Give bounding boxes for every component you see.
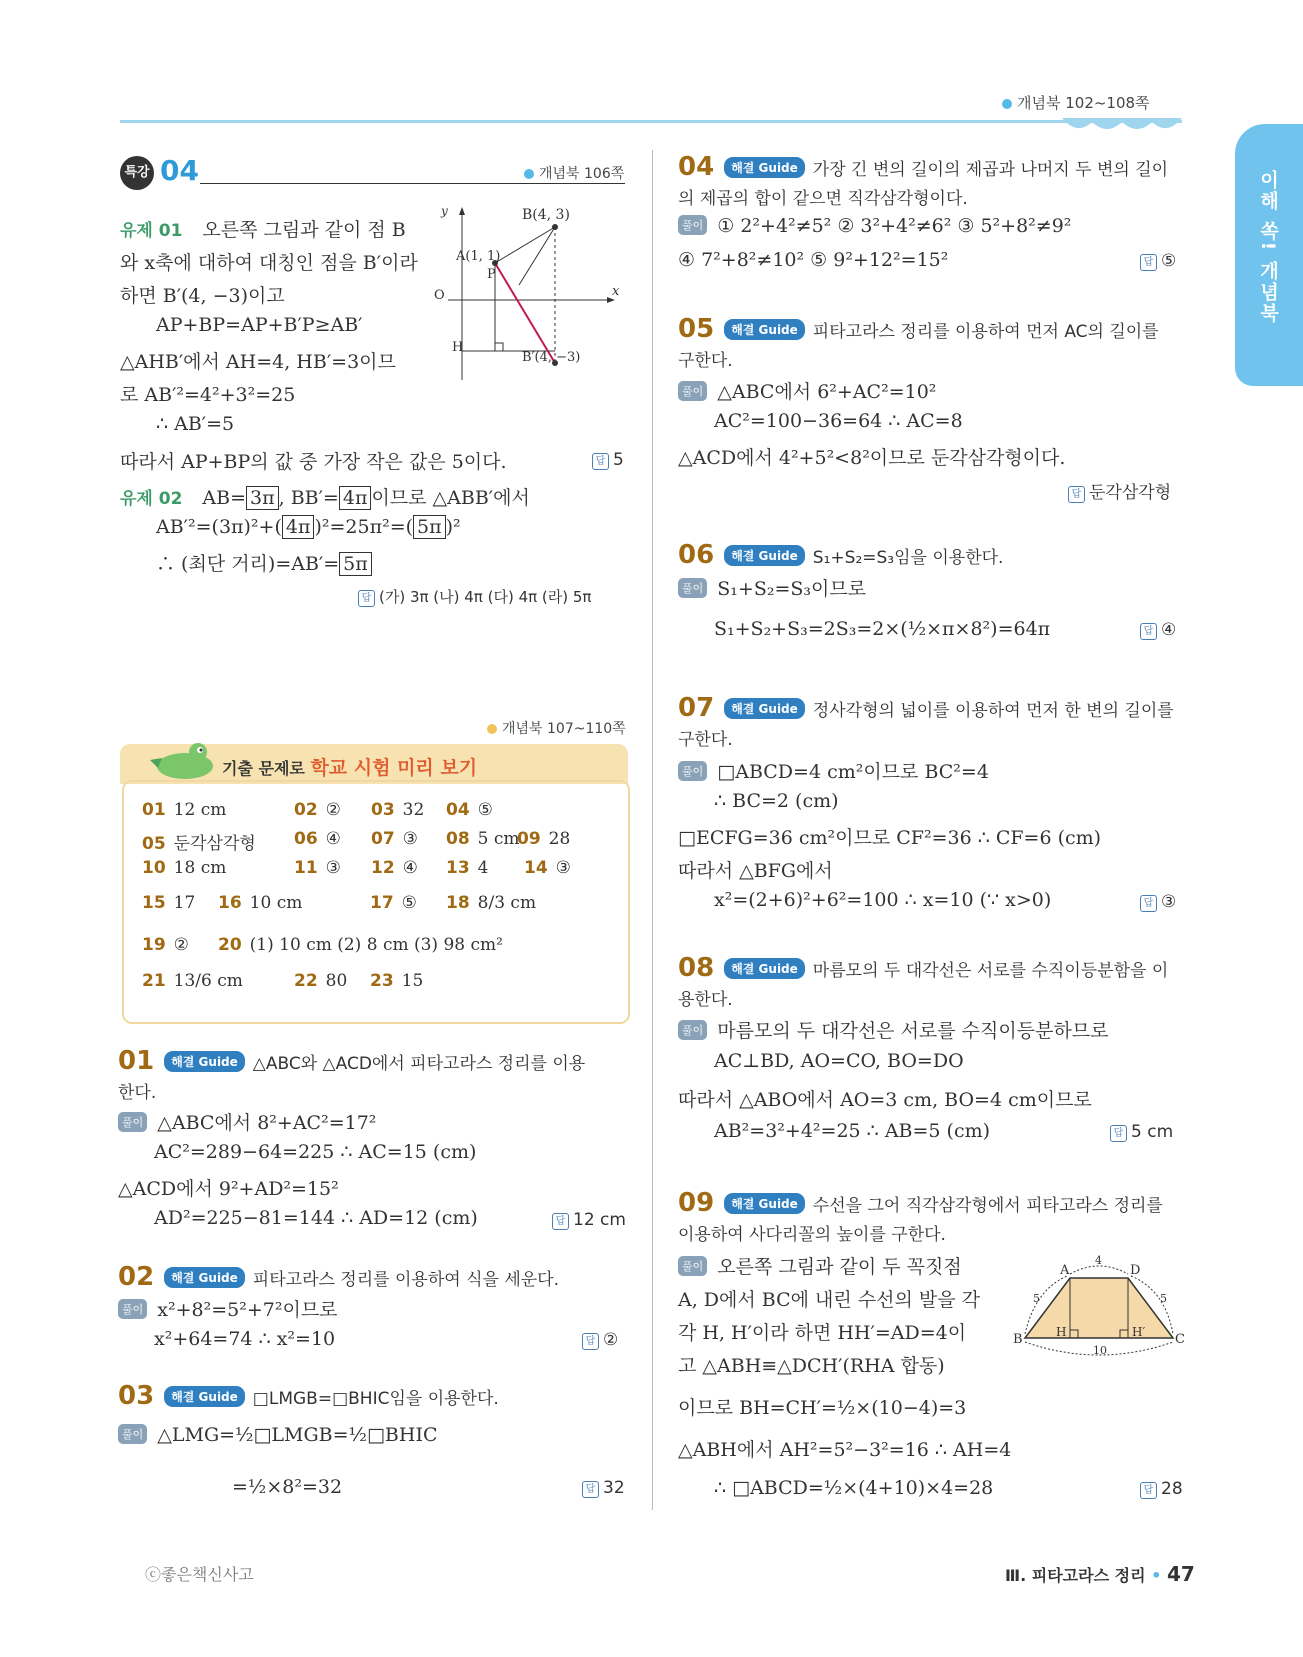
rq05-line1: 풀이 △ABC에서 6²+AC²=10² xyxy=(678,377,936,404)
rq08-line2: AC⊥BD, AO=CO, BO=DO xyxy=(714,1050,964,1072)
rq09-line2: A, D에서 BC에 내린 수선의 발을 각 xyxy=(678,1289,980,1311)
rq08-head: 08 해결 Guide 마름모의 두 대각선은 서로를 수직이등분함을 이 xyxy=(678,953,1169,983)
header-rule xyxy=(120,120,1182,123)
rq05-guide2: 구한다. xyxy=(678,351,733,371)
lq02-line2: x²+64=74 ∴ x²=10 xyxy=(154,1328,336,1350)
rq05-line3: △ACD에서 4²+5²<8²이므로 둔각삼각형이다. xyxy=(678,447,1066,469)
footer-chapter: Ⅲ. 피타고라스 정리 • 47 xyxy=(1005,1562,1195,1586)
q01-line7: ∴ AB′=5 xyxy=(156,413,235,435)
lq02-head: 02 해결 Guide 피타고라스 정리를 이용하여 식을 세운다. xyxy=(118,1262,559,1292)
lq01-head: 01 해결 Guide △ABC와 △ACD에서 피타고라스 정리를 이용 xyxy=(118,1046,586,1076)
trap-Hp: H′ xyxy=(1132,1325,1146,1339)
trap-C: C xyxy=(1175,1332,1185,1347)
summary-answer-21: 21 13/6 cm xyxy=(142,971,243,991)
q02-line2: AB′²=(3π)²+( 4π )²=25π²=( 5π )² xyxy=(156,516,461,538)
summary-answer-16: 16 10 cm xyxy=(218,893,303,913)
trap-B: B xyxy=(1013,1332,1023,1347)
lq03-line2: =½×8²=32 xyxy=(232,1476,343,1498)
trap-H: H xyxy=(1056,1325,1067,1339)
q01-line1: 오른쪽 그림과 같이 점 B xyxy=(202,219,406,241)
rq09-answer: 답 28 xyxy=(1140,1479,1183,1499)
summary-answer-03: 03 32 xyxy=(371,800,425,820)
summary-answer-14: 14 ③ xyxy=(524,858,571,878)
rq07-line1: 풀이 □ABCD=4 cm²이므로 BC²=4 xyxy=(678,757,989,784)
q02-line1: 유제 02 AB= 3π , BB′= 4π 이므로 △ABB′에서 xyxy=(120,487,530,509)
fig-O-label: O xyxy=(434,288,445,303)
summary-answer-11: 11 ③ xyxy=(294,858,341,878)
rq08-answer: 답 5 cm xyxy=(1110,1122,1173,1142)
trap-A: A xyxy=(1060,1263,1070,1278)
summary-answer-08: 08 5 cm xyxy=(446,829,520,849)
special-badge: 특강 xyxy=(120,156,154,190)
lq01-line2: AC²=289−64=225 ∴ AC=15 (cm) xyxy=(154,1141,477,1163)
summary-answer-20: 20 (1) 10 cm (2) 8 cm (3) 98 cm² xyxy=(218,935,503,955)
summary-answer-06: 06 ④ xyxy=(294,829,341,849)
lq01-guide2: 한다. xyxy=(118,1083,157,1103)
summary-answer-09: 09 28 xyxy=(517,829,571,849)
summary-answer-05: 05 둔각삼각형 xyxy=(142,834,256,854)
rq04-line2: ④ 7²+8²≠10² ⑤ 9²+12²=15² xyxy=(678,249,949,271)
trapezoid-figure xyxy=(1005,1250,1185,1357)
rq08-line4: AB²=3²+4²=25 ∴ AB=5 (cm) xyxy=(714,1120,991,1142)
wave-decoration xyxy=(1062,118,1186,136)
rq04-guide2: 의 제곱의 합이 같으면 직각삼각형이다. xyxy=(678,189,968,209)
trap-D: D xyxy=(1130,1263,1141,1278)
q01-line6: 로 AB′²=4²+3²=25 xyxy=(120,384,296,406)
summary-answer-18: 18 8/3 cm xyxy=(446,893,537,913)
rq05-head: 05 해결 Guide 피타고라스 정리를 이용하여 먼저 AC의 길이를 xyxy=(678,314,1159,344)
summary-answer-17: 17 ⑤ xyxy=(370,893,417,913)
trap-left: 5 xyxy=(1033,1292,1040,1305)
column-divider xyxy=(652,150,653,1510)
summary-ref: 개념북 107~110쪽 xyxy=(487,718,626,738)
rq07-line3: □ECFG=36 cm²이므로 CF²=36 ∴ CF=6 (cm) xyxy=(678,827,1102,849)
trap-right: 5 xyxy=(1160,1292,1167,1305)
q02-line3: ∴ (최단 거리)=AB′= 5π xyxy=(156,549,372,576)
rq07-line5: x²=(2+6)²+6²=100 ∴ x=10 (∵ x>0) xyxy=(714,889,1052,911)
lq01-line3: △ACD에서 9²+AD²=15² xyxy=(118,1178,339,1200)
summary-answer-04: 04 ⑤ xyxy=(446,800,493,820)
summary-answer-07: 07 ③ xyxy=(371,829,418,849)
trap-bottom: 10 xyxy=(1093,1344,1107,1357)
rq09-line3: 각 H, H′이라 하면 HH′=AD=4이 xyxy=(678,1322,967,1344)
rq08-line3: 따라서 △ABO에서 AO=3 cm, BO=4 cm이므로 xyxy=(678,1089,1092,1111)
lq03-line1: 풀이 △LMG=½□LMGB=½□BHIC xyxy=(118,1424,438,1446)
q01-tag: 유제 01 xyxy=(120,221,183,241)
fig-A-label: A(1, 1) xyxy=(456,249,501,264)
q01-line4: AP+BP=AP+B′P≥AB′ xyxy=(156,314,363,336)
q01-line5: △AHB′에서 AH=4, HB′=3이므 xyxy=(120,351,396,373)
lq02-answer: 답 ② xyxy=(582,1330,618,1350)
special-ref: 개념북 106쪽 xyxy=(524,163,624,183)
rq09-line5: 이므로 BH=CH′=½×(10−4)=3 xyxy=(678,1397,967,1419)
header-ref: 개념북 102~108쪽 xyxy=(1002,92,1150,113)
q01-line3: 하면 B′(4, −3)이고 xyxy=(120,285,285,307)
fig-H-label: H xyxy=(452,340,464,355)
rq09-line1: 풀이 오른쪽 그림과 같이 두 꼭짓점 xyxy=(678,1252,962,1279)
rq07-answer: 답 ③ xyxy=(1140,892,1176,912)
fig-P-label: P xyxy=(487,267,496,282)
rq08-guide2: 용한다. xyxy=(678,990,733,1010)
rq05-line2: AC²=100−36=64 ∴ AC=8 xyxy=(714,410,963,432)
summary-answer-15: 15 17 xyxy=(142,893,196,913)
q01-line8: 따라서 AP+BP의 값 중 가장 작은 값은 5이다. xyxy=(120,451,507,473)
side-tab-label: 이해 쏙! 개념북 xyxy=(1257,170,1279,324)
rq07-guide2: 구한다. xyxy=(678,730,733,750)
fig-x-label: x xyxy=(612,284,620,299)
summary-answer-10: 10 18 cm xyxy=(142,858,227,878)
summary-answer-01: 01 12 cm xyxy=(142,800,227,820)
coordinate-figure xyxy=(434,204,635,380)
special-number: 04 xyxy=(160,154,199,187)
lq01-line4: AD²=225−81=144 ∴ AD=12 (cm) xyxy=(154,1207,478,1229)
rq07-line4: 따라서 △BFG에서 xyxy=(678,860,833,882)
summary-answer-22: 22 80 xyxy=(294,971,348,991)
q01-answer: 답 5 xyxy=(592,450,624,470)
rq09-line6: △ABH에서 AH²=5²−3²=16 ∴ AH=4 xyxy=(678,1439,1012,1461)
rq09-line4: 고 △ABH≡△DCH′(RHA 합동) xyxy=(678,1355,945,1377)
summary-answer-02: 02 ② xyxy=(294,800,341,820)
rq06-head: 06 해결 Guide S₁+S₂=S₃임을 이용한다. xyxy=(678,540,1004,570)
rq08-line1: 풀이 마름모의 두 대각선은 서로를 수직이등분하므로 xyxy=(678,1016,1109,1043)
summary-answer-19: 19 ② xyxy=(142,935,189,955)
lq01-line1: 풀이 △ABC에서 8²+AC²=17² xyxy=(118,1108,376,1135)
rq07-line2: ∴ BC=2 (cm) xyxy=(714,790,839,812)
fig-Bp-label: B′(4, −3) xyxy=(522,350,581,365)
summary-title: 기출 문제로 학교 시험 미리 보기 xyxy=(222,757,478,779)
rq06-line1: 풀이 S₁+S₂=S₃이므로 xyxy=(678,574,866,601)
lq02-line1: 풀이 x²+8²=5²+7²이므로 xyxy=(118,1295,338,1322)
trap-top: 4 xyxy=(1095,1254,1102,1267)
rq04-line1: 풀이 ① 2²+4²≠5² ② 3²+4²≠6² ③ 5²+8²≠9² xyxy=(678,215,1071,237)
lq01-answer: 답 12 cm xyxy=(552,1210,626,1230)
rq09-head: 09 해결 Guide 수선을 그어 직각삼각형에서 피타고라스 정리를 xyxy=(678,1188,1163,1218)
rq06-line2: S₁+S₂+S₃=2S₃=2×(½×π×8²)=64π xyxy=(714,618,1051,640)
special-rule xyxy=(200,183,625,184)
rq06-answer: 답 ④ xyxy=(1140,620,1176,640)
summary-answer-23: 23 15 xyxy=(370,971,424,991)
fig-y-label: y xyxy=(441,204,448,218)
rq04-head: 04 해결 Guide 가장 긴 변의 길이의 제곱과 나머지 두 변의 길이 xyxy=(678,152,1169,182)
lq03-answer: 답 32 xyxy=(582,1478,625,1498)
rq09-guide2: 이용하여 사다리꼴의 높이를 구한다. xyxy=(678,1225,946,1245)
footer-publisher: ⓒ좋은책신사고 xyxy=(145,1565,254,1584)
q01-line2: 와 x축에 대하여 대칭인 점을 B′이라 xyxy=(120,252,418,274)
rq09-line7: ∴ □ABCD=½×(4+10)×4=28 xyxy=(714,1477,994,1499)
rq04-answer: 답 ⑤ xyxy=(1140,251,1176,271)
q02-answer: 답 (가) 3π (나) 4π (다) 4π (라) 5π xyxy=(358,586,591,607)
lq03-head: 03 해결 Guide □LMGB=□BHIC임을 이용한다. xyxy=(118,1381,499,1411)
fig-B-label: B(4, 3) xyxy=(522,207,570,223)
summary-answer-13: 13 4 xyxy=(446,858,489,878)
rq05-answer: 답 둔각삼각형 xyxy=(1068,478,1171,503)
summary-answer-12: 12 ④ xyxy=(371,858,418,878)
page-number: 47 xyxy=(1166,1562,1195,1586)
rq07-head: 07 해결 Guide 정사각형의 넓이를 이용하여 먼저 한 변의 길이를 xyxy=(678,693,1174,723)
